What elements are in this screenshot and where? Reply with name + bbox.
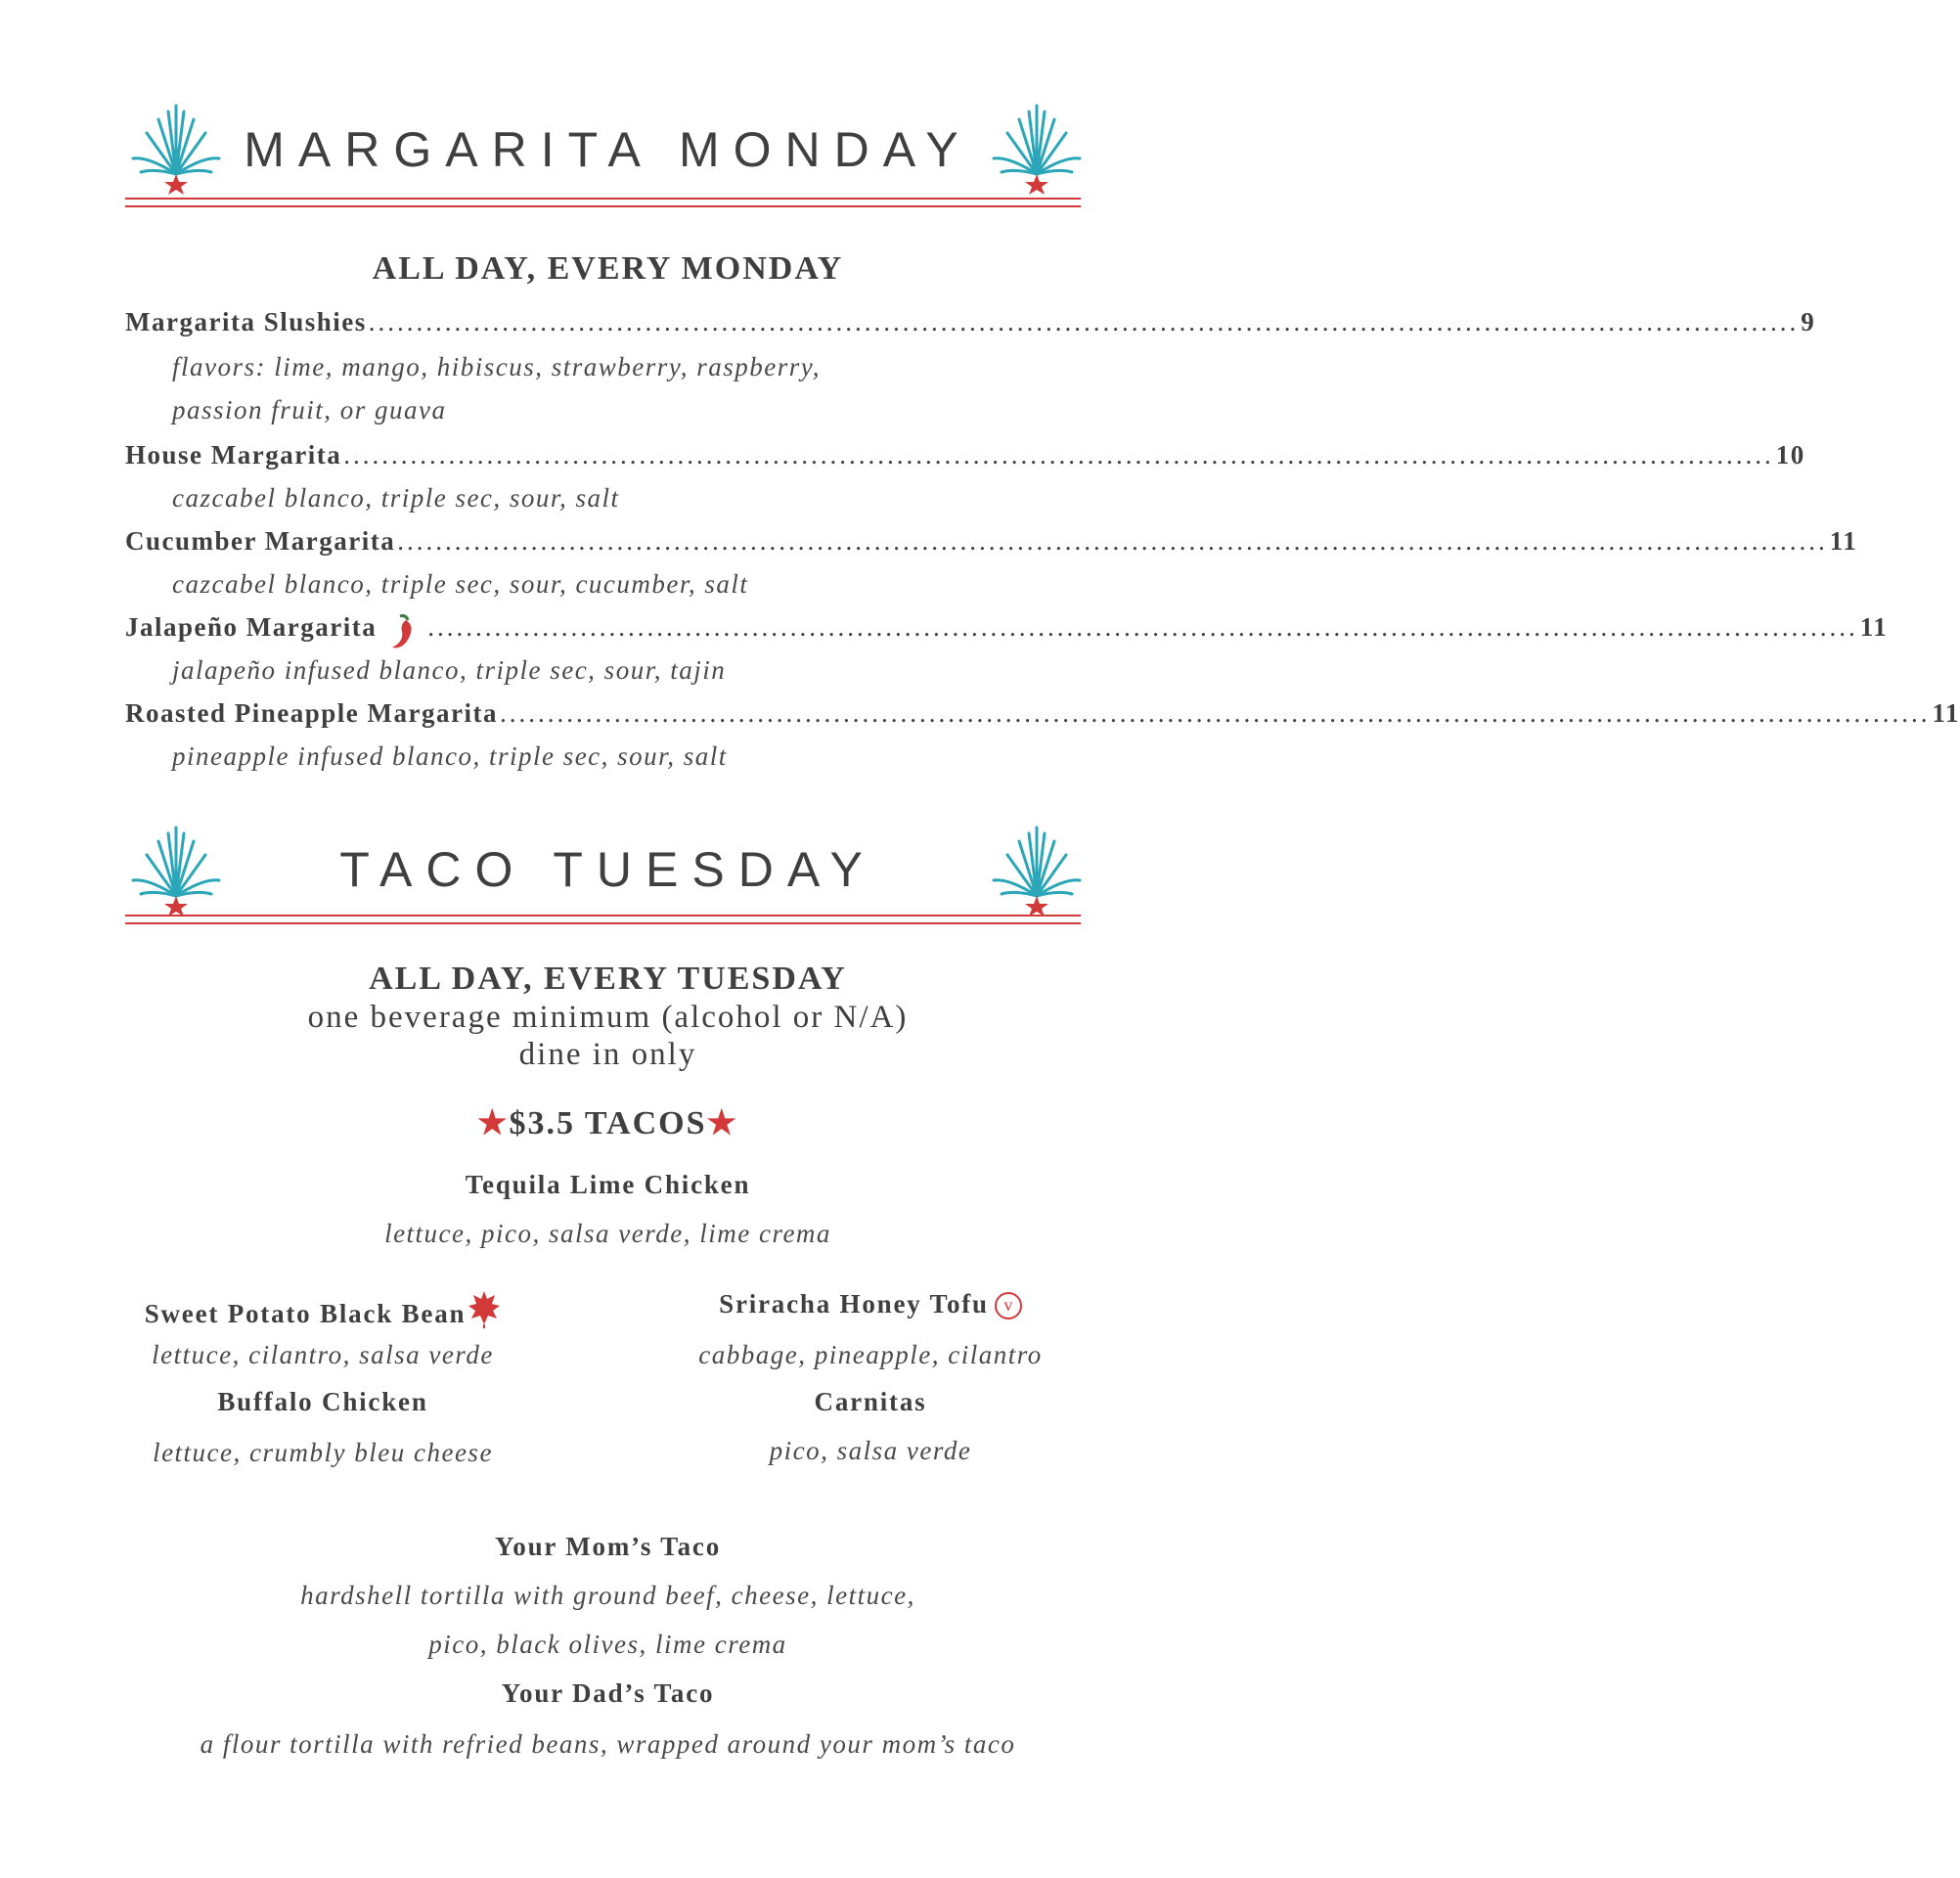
item-description: cazcabel blanco, triple sec, sour, salt [172,483,620,513]
taco-name: Carnitas [814,1387,927,1416]
item-description: cazcabel blanco, triple sec, sour, cucumber, salt [172,569,749,599]
dot-leader: ...................................................................................................................................................... [499,698,1931,728]
price-heading-text: $3.5 TACOS [509,1105,707,1141]
item-price: 11 [1829,526,1858,556]
divider [125,922,1081,924]
divider [125,205,1081,207]
dot-leader: ...................................................................................................................................................... [427,612,1858,642]
menu-item [125,612,1889,651]
item-name: Roasted Pineapple Margarita [125,698,498,728]
taco-condition: dine in only [518,1037,697,1072]
leaf-icon [468,1289,501,1328]
taco-name [98,1289,548,1329]
margarita-subtitle: ALL DAY, EVERY MONDAY [372,250,844,287]
taco-name [646,1289,1095,1319]
taco-description: pico, salsa verde [769,1436,972,1465]
menu-item [125,307,1816,337]
taco-description: lettuce, pico, salsa verde, lime crema [384,1219,831,1248]
item-description: passion fruit, or guava [172,395,447,425]
taco-name: Your Dad’s Taco [501,1678,715,1708]
taco-name-text: Sweet Potato Black Bean [144,1299,467,1328]
item-price: 11 [1932,698,1960,728]
dot-leader: ...................................................................................................................................................... [397,526,1828,556]
item-name: House Margarita [125,440,342,470]
taco-description: pico, black olives, lime crema [428,1630,787,1659]
section-title-margarita: MARGARITA MONDAY [244,122,972,177]
taco-description: lettuce, cilantro, salsa verde [152,1340,494,1369]
star-icon: ★ [706,1105,738,1141]
section-title-taco: TACO TUESDAY [339,842,876,897]
item-price: 10 [1775,440,1805,470]
taco-subtitle: ALL DAY, EVERY TUESDAY [369,961,847,997]
chili-pepper-icon [386,612,422,651]
taco-name: Tequila Lime Chicken [465,1170,751,1199]
item-price: 11 [1859,612,1889,642]
item-name: Jalapeño Margarita [125,612,378,642]
menu-item [125,698,1960,729]
item-name: Margarita Slushies [125,307,367,336]
price-heading [0,1103,1216,1142]
menu-item [125,440,1805,470]
taco-description: cabbage, pineapple, cilantro [698,1340,1043,1369]
taco-condition: one beverage minimum (alcohol or N/A) [307,1000,909,1035]
taco-name-text: Sriracha Honey Tofu [719,1289,989,1319]
star-icon: ★ [477,1105,510,1141]
item-description: jalapeño infused blanco, triple sec, sour, tajin [172,655,727,685]
menu-item [125,526,1858,557]
dot-leader: ...................................................................................................................................................... [343,440,1774,470]
item-name: Cucumber Margarita [125,526,396,556]
item-description: flavors: lime, mango, hibiscus, strawberry, raspberry, [172,352,822,381]
divider [125,198,1081,200]
taco-description: hardshell tortilla with ground beef, cheese, lettuce, [300,1581,915,1610]
item-description: pineapple infused blanco, triple sec, sour, salt [172,741,728,771]
taco-description: lettuce, crumbly bleu cheese [153,1438,493,1467]
vegan-v-icon: v [995,1292,1022,1319]
dot-leader: ...................................................................................................................................................... [368,307,1800,336]
item-price: 9 [1801,307,1816,336]
divider [125,915,1081,917]
taco-name: Buffalo Chicken [217,1387,428,1416]
taco-description: a flour tortilla with refried beans, wrapped around your mom’s taco [200,1729,1016,1759]
taco-name: Your Mom’s Taco [494,1532,722,1561]
